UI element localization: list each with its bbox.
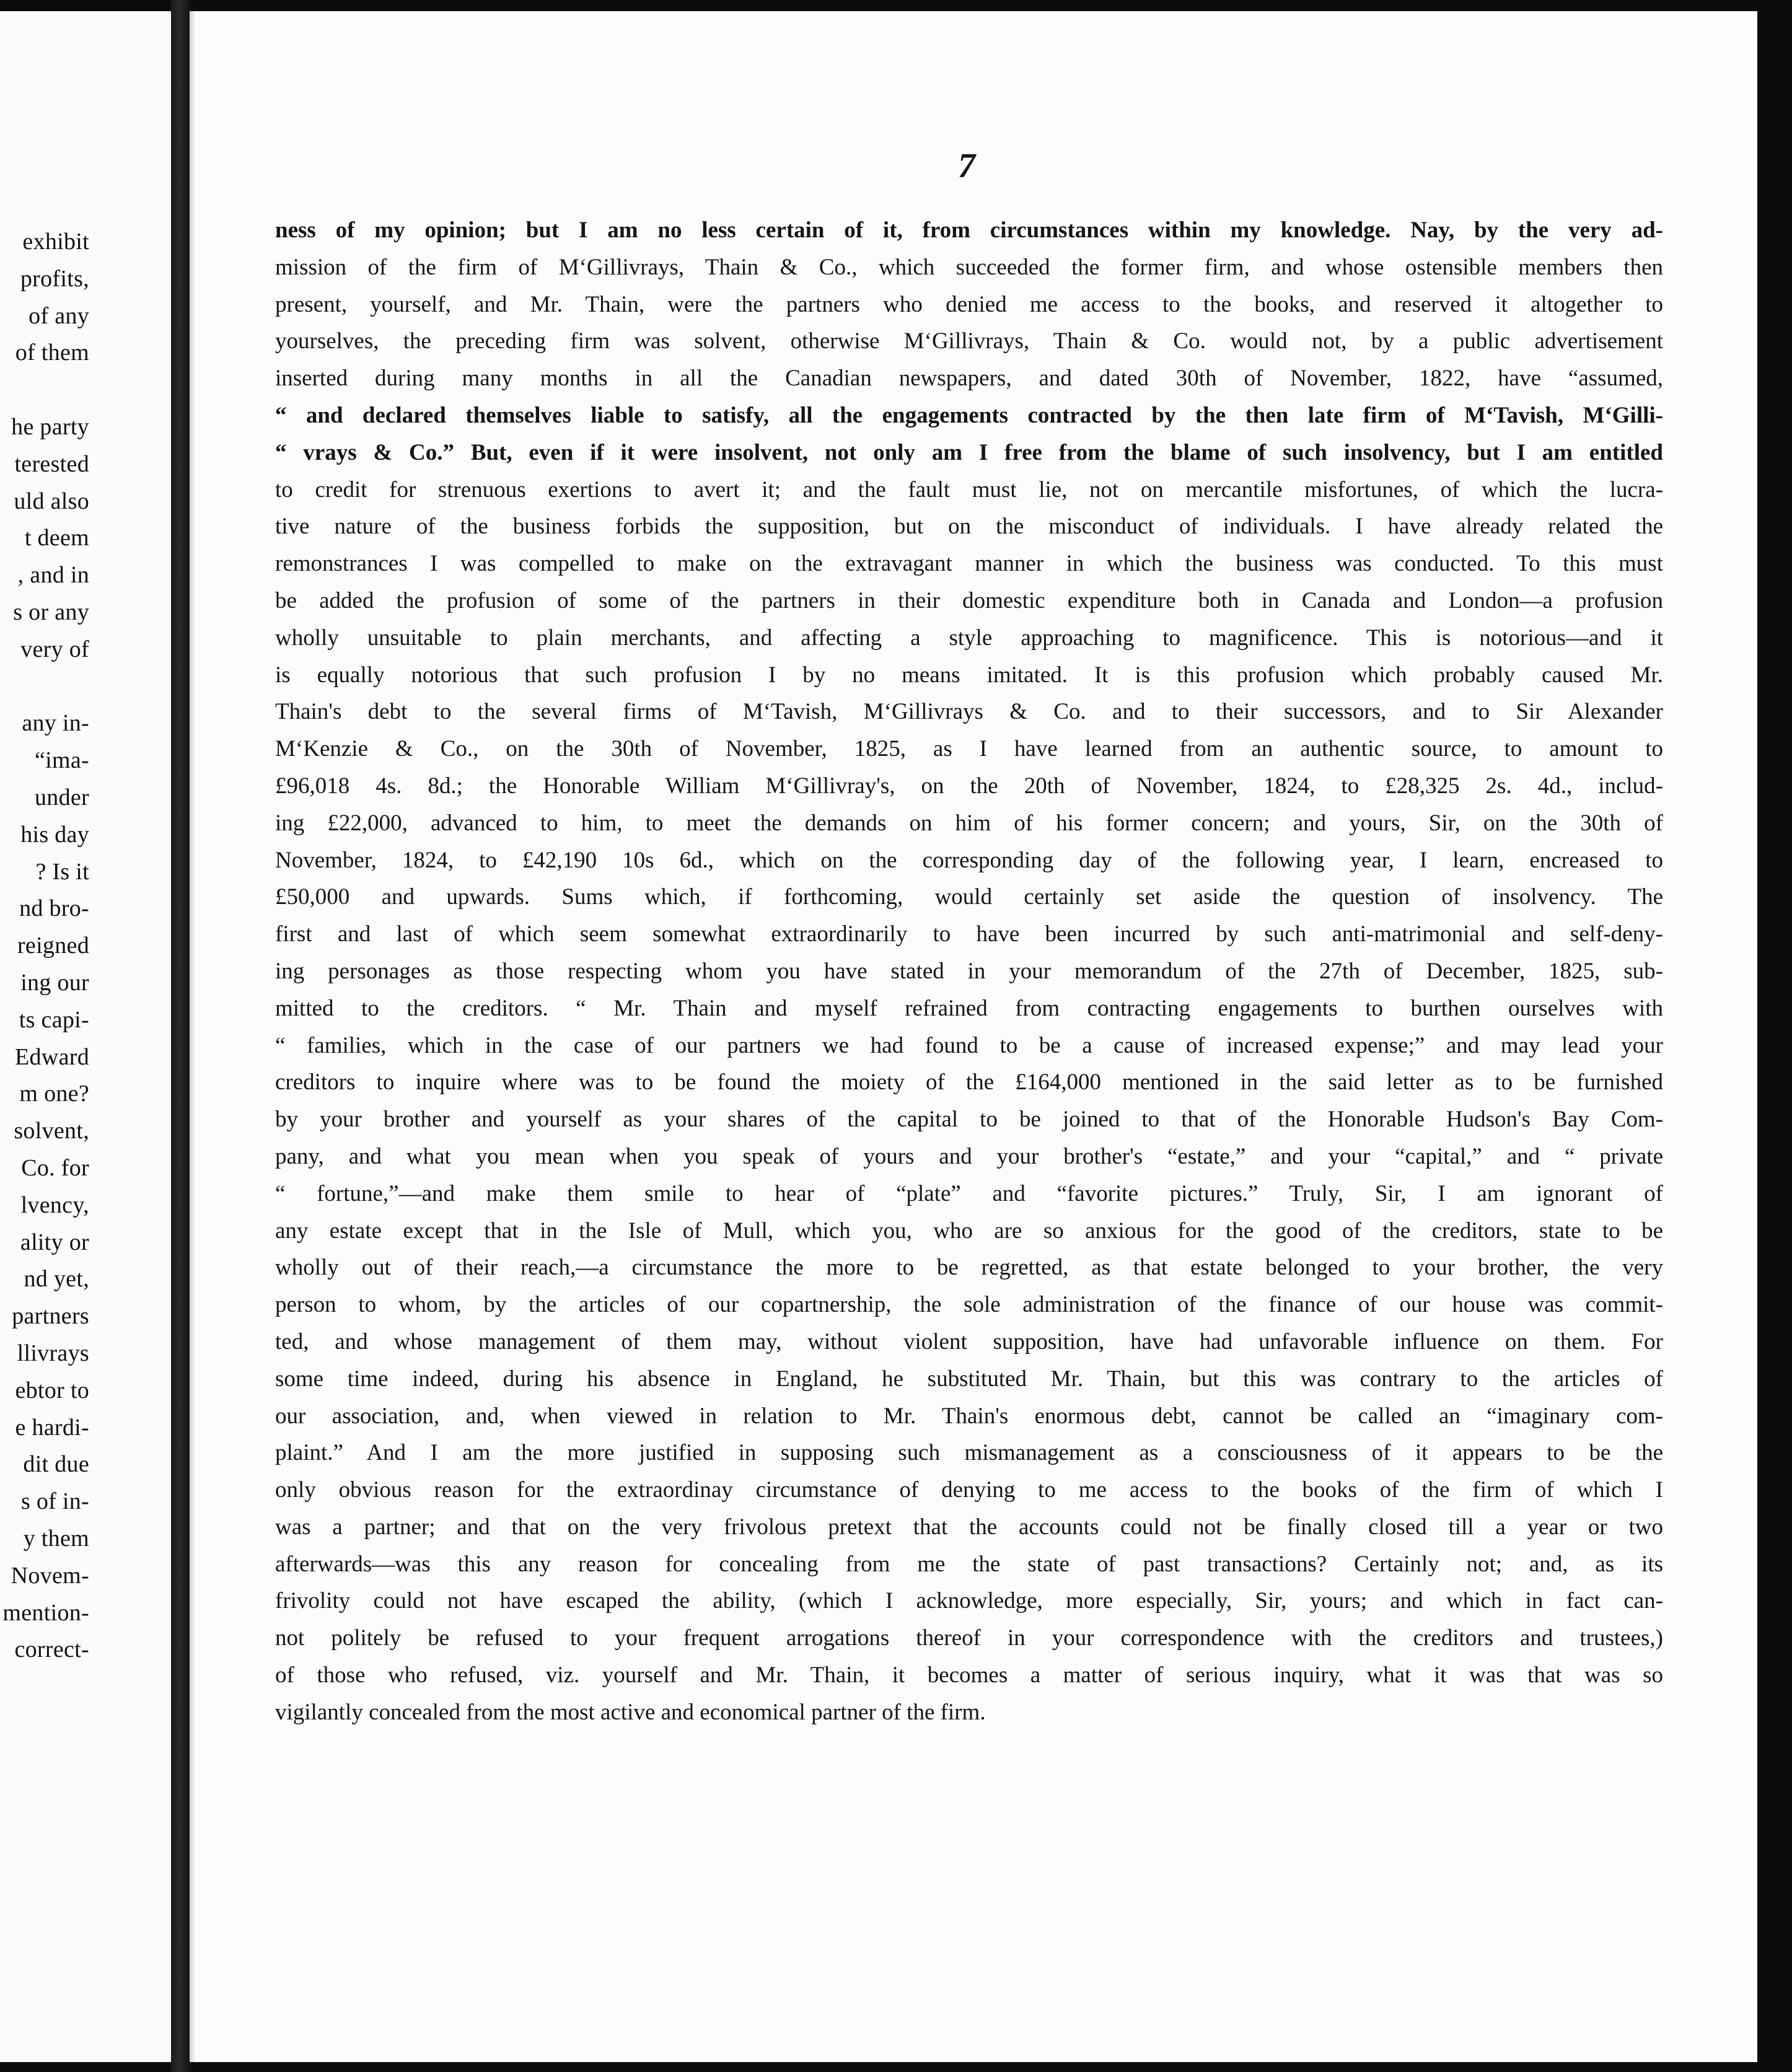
text-line: ing personages as those respecting whom you have stated in your memorandum of the 27th of December, 1825, sub- xyxy=(275,958,1663,984)
fragment-line: “ima- xyxy=(34,747,89,774)
fragment-line: ebtor to xyxy=(15,1377,89,1403)
text-line: is equally notorious that such profusion I by no means imitated. It is this profusion which probably caused Mr. xyxy=(275,662,1663,688)
text-line: £50,000 and upwards. Sums which, if forthcoming, would certainly set aside the question of insolvency. The xyxy=(275,884,1663,910)
text-line: yourselves, the preceding firm was solvent, otherwise M‘Gillivrays, Thain & Co. would not, by a public advertisement xyxy=(275,328,1663,354)
fragment-line: ? Is it xyxy=(35,858,89,885)
fragment-line: lvency, xyxy=(20,1192,89,1218)
text-line: present, yourself, and Mr. Thain, were the partners who denied me access to the books, and reserved it altogether to xyxy=(275,291,1663,317)
fragment-line: reigned xyxy=(17,933,89,959)
fragment-line: m one? xyxy=(19,1081,89,1107)
fragment-line: e hardi- xyxy=(15,1414,89,1441)
fragment-line: t deem xyxy=(24,525,89,551)
fragment-line: mention- xyxy=(2,1599,89,1626)
text-line: creditors to inquire where was to be found the moiety of the £164,000 mentioned in the said letter as to be furnished xyxy=(275,1069,1663,1095)
text-line: ted, and whose management of them may, without violent supposition, have had unfavorable influence on them. For xyxy=(275,1328,1663,1354)
fragment-line: Edward xyxy=(15,1043,89,1070)
text-line: mission of the firm of M‘Gillivrays, Thain & Co., which succeeded the former firm, and whose ostensible members then xyxy=(275,254,1663,280)
text-line: was a partner; and that on the very frivolous pretext that the accounts could not be finally closed till a year or two xyxy=(275,1514,1663,1540)
text-line: Thain's debt to the several firms of M‘Tavish, M‘Gillivrays & Co. and to their successors, and to Sir Alexander xyxy=(275,699,1663,725)
fragment-line: uld also xyxy=(14,488,89,514)
fragment-line: nd bro- xyxy=(19,895,89,922)
fragment-line: exhibit xyxy=(22,229,89,255)
right-scan-edge xyxy=(1757,0,1792,2072)
fragment-line: s or any xyxy=(13,599,89,625)
text-line: by your brother and yourself as your shares of the capital to be joined to that of the Honorable Hudson's Bay Com- xyxy=(275,1107,1663,1133)
text-line: person to whom, by the articles of our copartnership, the sole administration of the finance of our house was commit- xyxy=(275,1292,1663,1318)
text-line: any estate except that in the Isle of Mull, which you, who are so anxious for the good of the creditors, state to be xyxy=(275,1218,1663,1244)
text-line: frivolity could not have escaped the ability, (which I acknowledge, more especially, Sir, yours; and which in fact can- xyxy=(275,1588,1663,1614)
fragment-line: ts capi- xyxy=(19,1006,89,1033)
fragment-line: of them xyxy=(15,340,89,366)
fragment-line: of any xyxy=(29,302,89,329)
fragment-line: y them xyxy=(23,1525,89,1552)
text-line: mitted to the creditors. “ Mr. Thain and myself refrained from contracting engagements to burthen ourselves with xyxy=(275,995,1663,1021)
text-line: some time indeed, during his absence in England, he substituted Mr. Thain, but this was contrary to the articles of xyxy=(275,1366,1663,1392)
text-line: November, 1824, to £42,190 10s 6d., which on the corresponding day of the following year, I learn, encreased to xyxy=(275,847,1663,873)
text-line: tive nature of the business forbids the supposition, but on the misconduct of individuals. I have already related the xyxy=(275,514,1663,540)
text-line: “ fortune,”—and make them smile to hear of “plate” and “favorite pictures.” Truly, Sir, I am ignorant of xyxy=(275,1180,1663,1206)
text-line: ness of my opinion; but I am no less certain of it, from circumstances within my knowledge. Nay, by the very ad- xyxy=(275,217,1663,243)
fragment-line: correct- xyxy=(14,1636,89,1663)
text-line: our association, and, when viewed in relation to Mr. Thain's enormous debt, cannot be called an “imaginary com- xyxy=(275,1403,1663,1429)
fragment-line: llivrays xyxy=(17,1340,89,1366)
fragment-line: Novem- xyxy=(11,1562,89,1589)
fragment-line: partners xyxy=(12,1303,89,1330)
text-line: inserted during many months in all the Canadian newspapers, and dated 30th of November, 1822, have “assumed, xyxy=(275,366,1663,392)
page-gutter xyxy=(171,0,191,2072)
text-line: £96,018 4s. 8d.; the Honorable William M‘Gillivray's, on the 20th of November, 1824, to £28,325 2s. 4d., includ- xyxy=(275,773,1663,799)
text-line: be added the profusion of some of the partners in their domestic expenditure both in Canada and London—a profusion xyxy=(275,587,1663,613)
fragment-line: solvent, xyxy=(14,1118,89,1144)
text-line: vigilantly concealed from the most active and economical partner of the firm. xyxy=(275,1699,986,1725)
fragment-line: he party xyxy=(11,414,89,440)
fragment-line: dit due xyxy=(23,1451,89,1478)
fragment-line: s of in- xyxy=(20,1488,89,1515)
text-line: “ and declared themselves liable to satisfy, all the engagements contracted by the then late firm of M‘Tavish, M‘Gilli- xyxy=(275,402,1663,428)
text-line: “ families, which in the case of our partners we had found to be a cause of increased expense;” and may lead your xyxy=(275,1032,1663,1058)
text-line: “ vrays & Co.” But, even if it were insolvent, not only am I free from the blame of such insolvency, but I am entitled xyxy=(275,439,1663,465)
fragment-line: terested xyxy=(14,450,89,477)
fragment-line: nd yet, xyxy=(24,1266,89,1293)
text-line: plaint.” And I am the more justified in supposing such mismanagement as a consciousness of it appears to be the xyxy=(275,1440,1663,1466)
text-line: to credit for strenuous exertions to avert it; and the fault must lie, not on mercantile misfortunes, of which the lucra- xyxy=(275,476,1663,503)
text-line: M‘Kenzie & Co., on the 30th of November, 1825, as I have learned from an authentic source, to amount to xyxy=(275,736,1663,762)
fragment-line: any in- xyxy=(22,710,89,737)
text-line: of those who refused, viz. yourself and Mr. Thain, it becomes a matter of serious inquiry, what it was that was so xyxy=(275,1662,1663,1688)
fragment-line: his day xyxy=(20,821,89,848)
text-line: wholly out of their reach,—a circumstance the more to be regretted, as that estate belonged to your brother, the very xyxy=(275,1255,1663,1281)
previous-page-fragment xyxy=(0,11,171,2062)
page-number: 7 xyxy=(958,147,975,185)
fragment-line: Co. for xyxy=(21,1155,89,1181)
text-line: first and last of which seem somewhat extraordinarily to have been incurred by such anti-matrimonial and self-deny- xyxy=(275,921,1663,947)
text-line: remonstrances I was compelled to make on the extravagant manner in which the business was conducted. To this must xyxy=(275,551,1663,577)
text-line: afterwards—was this any reason for concealing from me the state of past transactions? Certainly not; and, as its xyxy=(275,1551,1663,1577)
fragment-line: under xyxy=(34,784,89,810)
fragment-line: , and in xyxy=(17,562,89,589)
text-line: pany, and what you mean when you speak of yours and your brother's “estate,” and your “capital,” and “ private xyxy=(275,1143,1663,1169)
text-line: not politely be refused to your frequent arrogations thereof in your correspondence with the creditors and trustees,) xyxy=(275,1625,1663,1651)
text-line: ing £22,000, advanced to him, to meet the demands on him of his former concern; and yours, Sir, on the 30th of xyxy=(275,810,1663,836)
fragment-line: profits, xyxy=(20,265,89,292)
text-line: only obvious reason for the extraordinay circumstance of denying to me access to the books of the firm of which I xyxy=(275,1477,1663,1503)
body-text xyxy=(275,212,1663,1731)
text-line: wholly unsuitable to plain merchants, and affecting a style approaching to magnificence. This is notorious—and it xyxy=(275,625,1663,651)
binding-mark xyxy=(1761,186,1770,213)
fragment-line: very of xyxy=(20,636,89,662)
fragment-line: ality or xyxy=(20,1229,89,1255)
fragment-line: ing our xyxy=(20,970,89,996)
